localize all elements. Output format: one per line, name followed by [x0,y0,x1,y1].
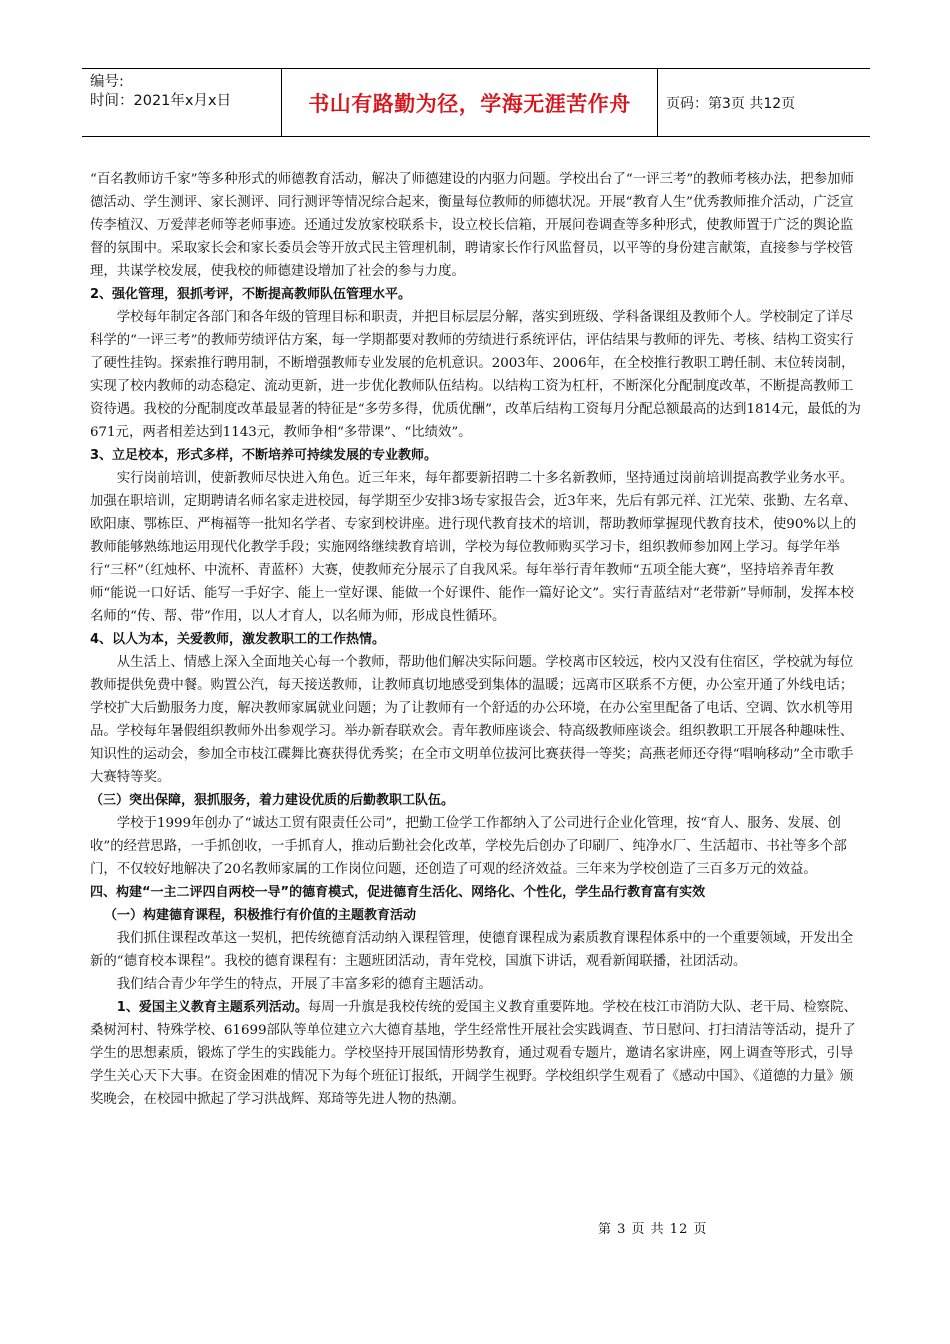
section-heading: （一）构建德育课程，积极推行有价值的主题教育活动 [104,908,417,923]
body-paragraph: “百名教师访千家”等多种形式的师德教育活动，解决了师德建设的内驱力问题。学校出台了“一评三考”的教师考核办法，把参加师德活动、学生测评、家长测评、同行测评等情况综合起来，衡量每位教师的师德状况。开展“教育人生”优秀教师推介活动，广泛宣传李植汉、万爱萍老师等老师事迹。还通过发放家校联系卡，设立校长信箱，开展问卷调查等多种形式，使教师置于广泛的舆论监督的氛围中。采取家长会和家长委员会等开放式民主管理机制，聘请家长作行风监督员，以平等的身份建言献策，直接参与学校管理，共谋学校发展，使我校的师德建设增加了社会的参与力度。 [90,172,854,279]
body-paragraph: 我们结合青少年学生的特点，开展了丰富多彩的德育主题活动。 [116,977,492,992]
body-paragraph: 从生活上、情感上深入全面地关心每一个教师，帮助他们解决实际问题。学校离市区较远，校内又没有住宿区，学校就为每位教师提供免费中餐。购置公汽，每天接送教师，让教师真切地感受到集体的温暖；远离市区联系不方便，办公室开通了外线电话；学校扩大后勤服务力度，解决教师家属就业问题；为了让教师有一个舒适的办公环境，在办公室里配备了电话、空调、饮水机等用品。学校每年暑假组织教师外出参观学习。举办新春联欢会。青年教师座谈会、特高级教师座谈会。组织教职工开展各种趣味性、知识性的运动会，参加全市枝江碟舞比赛获得优秀奖；在全市文明单位拔河比赛获得一等奖；高燕老师还夺得“唱响移动”全市歌手大赛特等奖。 [90,655,854,785]
body-paragraph: 我们抓住课程改革这一契机，把传统德育活动纳入课程管理，使德育课程成为素质教育课程体系中的一个重要领域，开发出全新的“德育校本课程”。我校的德育课程有：主题班团活动，青年党校，国旗下讲话，观看新闻联播，社团活动。 [90,931,854,969]
motto: 书山有路勤为径，学海无涯苦作舟 [308,91,631,116]
number-label: 编号: [90,74,124,90]
body-paragraph: 学校每年制定各部门和各年级的管理目标和职责，并把目标层层分解，落实到班级、学科备课组及教师个人。学校制定了详尽科学的“一评三考”的教师劳绩评估方案，每一学期都要对教师的劳绩进行系统评估，评估结果与教师的评先、考核、结构工资实行了硬性挂钩。探索推行聘用制，不断增强教师专业发展的危机意识。2003年、2006年，在全校推行教职工聘任制、末位转岗制，实现了校内教师的动态稳定、流动更新，进一步优化教师队伍结构。以结构工资为杠杆，不断深化分配制度改革，不断提高教师工资待遇。我校的分配制度改革最显著的特征是“多劳多得，优质优酬”，改革后结构工资每月分配总额最高的达到1814元，最低的为671元，两者相差达到1143元，教师争相“多带课”、“比绩效”。 [90,310,861,440]
section-heading: 3、立足校本，形式多样，不断培养可持续发展的专业教师。 [90,448,438,463]
section-heading: （三）突出保障，狠抓服务，着力建设优质的后勤教职工队伍。 [90,793,455,808]
body-paragraph [90,996,866,1111]
page-header [82,68,870,137]
section-heading: 2、强化管理，狠抓考评，不断提高教师队伍管理水平。 [90,287,412,302]
body-paragraph: 实行岗前培训，使新教师尽快进入角色。近三年来，每年都要新招聘二十多名新教师，坚持通过岗前培训提高教学业务水平。 加强在职培训，定期聘请名师名家走进校园，每学期至少安排3场专家报告会，近3年来，先后有郭元祥、江光荣、张勤、左名章、欧阳康、鄂栋臣、严梅福等一批知名学者、专家到校讲座。进行现代教育技术的培训，帮助教师掌握现代教育技术，使90%以上的教师能够熟练地运用现代化教学手段；实施网络继续教育培训，学校为每位教师购买学习卡，组织教师参加网上学习。每学年举行“三杯”（红烛杯、中流杯、青蓝杯）大赛，使教师充分展示了自我风采。每年举行青年教师“五项全能大赛”，坚持培养青年教师“能说一口好话、能写一手好字、能上一堂好课、能做一个好课件、能作一篇好论文”。实行青蓝结对“老带新”导师制，发挥本校名师的“传、帮、带”作用，以人才育人，以名师为师，形成良性循环。 [90,471,857,624]
header-meta [82,69,282,136]
time-label: 时间：2021年x月x日 [90,93,232,109]
page-footer: 第 3 页 共 12 页 [598,1222,708,1237]
inline-heading: 1、爱国主义教育主题系列活动。 [116,1000,308,1015]
paragraph-text: 每周一升旗是我校传统的爱国主义教育重要阵地。学校在枝江市消防大队、老干局、检察院、桑树河村、特殊学校、61699部队等单位建立六大德育基地，学生经常性开展社会实践调查、节日慰问、打扫清洁等活动，提升了学生的思想素质，锻炼了学生的实践能力。学校坚持开展国情形势教育，通过观看专题片，邀请名家讲座，网上调查等形式，引导学生关心天下大事。在资金困难的情况下为每个班征订报纸，开阔学生视野。学校组织学生观看了《感动中国》、《道德的力量》颁奖晚会，在校园中掀起了学习洪战辉、郑琦等先进人物的热潮。 [90,1000,857,1107]
header-page-cell [658,69,870,136]
header-motto-cell [282,69,658,136]
body-paragraph: 学校于1999年创办了“诚达工贸有限责任公司”，把勤工俭学工作都纳入了公司进行企业化管理，按“育人、服务、发展、创收”的经营思路，一手抓创收，一手抓育人，推动后勤社会化改革，学校先后创办了印刷厂、纯净水厂、生活超市、书社等多个部门，不仅较好地解决了20名教师家属的工作岗位问题，还创造了可观的经济效益。三年来为学校创造了三百多万元的效益。 [90,816,847,877]
document-body [90,168,866,1111]
section-heading: 四、构建“一主二评四自两校一导”的德育模式，促进德育生活化、网络化、个性化，学生品行教育富有实效 [90,885,706,900]
section-heading: 4、以人为本，关爱教师，激发教职工的工作热情。 [90,632,386,647]
page-info: 页码：第3页 共12页 [666,95,796,112]
